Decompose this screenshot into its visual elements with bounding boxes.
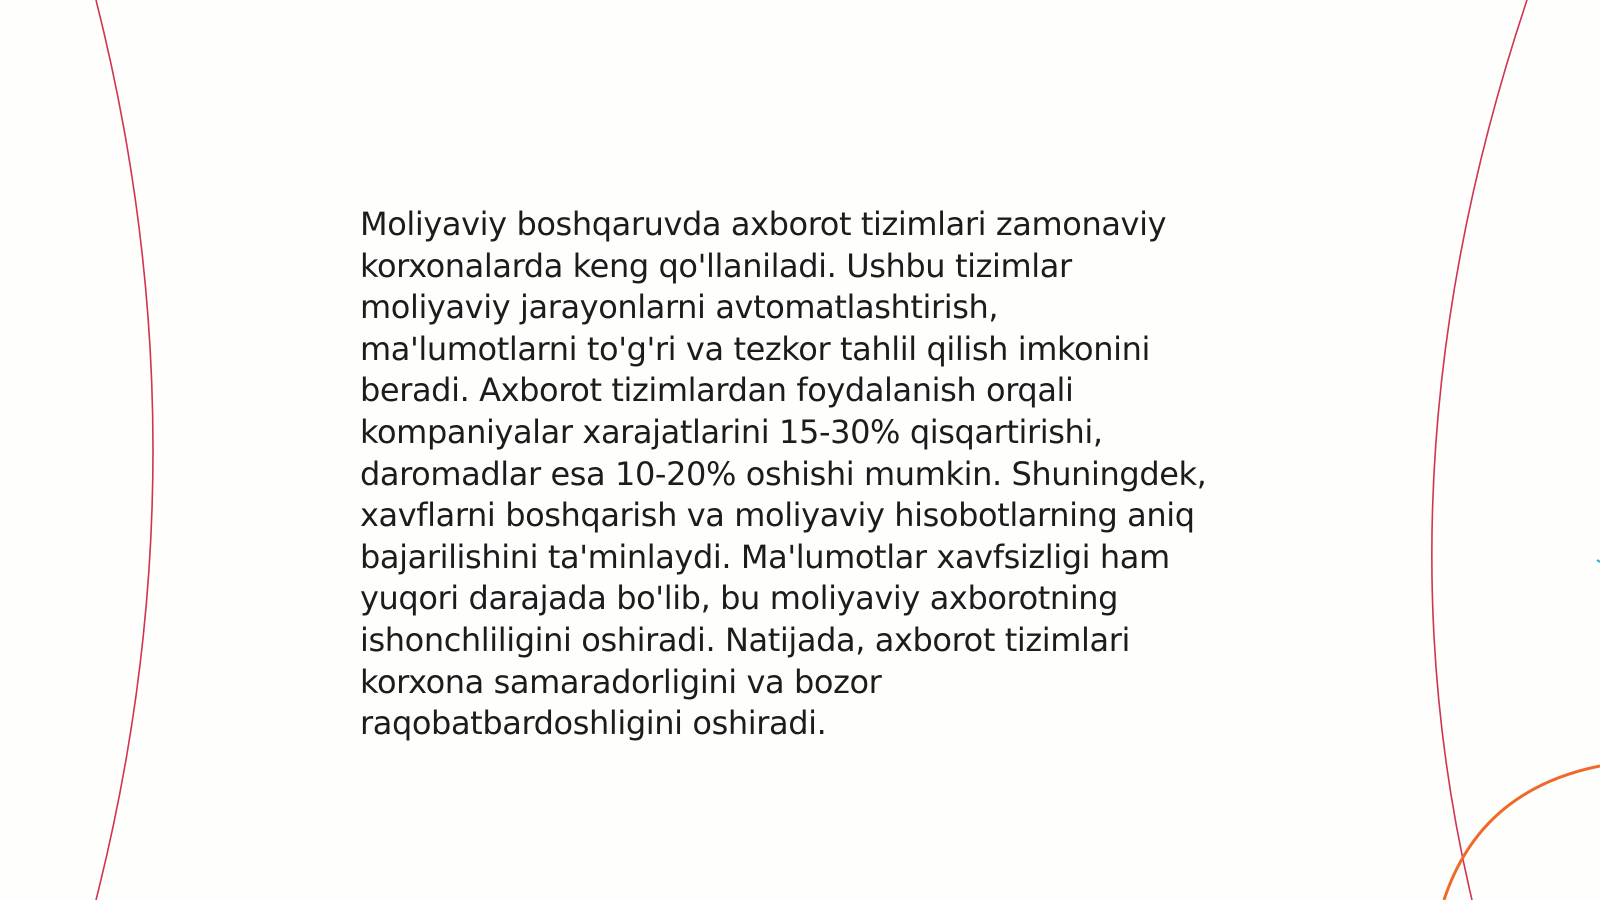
body-line: daromadlar esa 10-20% oshishi mumkin. Shuningdek,: [360, 454, 1207, 493]
body-line: korxonalarda keng qo'llaniladi. Ushbu tizimlar: [360, 246, 1072, 285]
left-curve-decoration: [96, 0, 153, 900]
body-paragraph: [360, 204, 1260, 745]
body-line: korxona samaradorligini va bozor: [360, 662, 882, 701]
body-line: yuqori darajada bo'lib, bu moliyaviy axborotning: [360, 579, 1119, 618]
body-line: ma'lumotlarni to'g'ri va tezkor tahlil qilish imkonini: [360, 329, 1150, 368]
body-line: beradi. Axborot tizimlardan foydalanish orqali: [360, 371, 1074, 410]
body-line: moliyaviy jarayonlarni avtomatlashtirish,: [360, 288, 999, 327]
body-line: raqobatbardoshligini oshiradi.: [360, 704, 827, 743]
body-line: ishonchliligini oshiradi. Natijada, axborot tizimlari: [360, 620, 1131, 659]
body-line: kompaniyalar xarajatlarini 15-30% qisqartirishi,: [360, 412, 1103, 451]
right-curve-decoration: [1432, 0, 1527, 900]
body-line: bajarilishini ta'minlaydi. Ma'lumotlar xavfsizligi ham: [360, 537, 1170, 576]
body-line: xavflarni boshqarish va moliyaviy hisobotlarning aniq: [360, 496, 1195, 535]
body-line: Moliyaviy boshqaruvda axborot tizimlari zamonaviy: [360, 205, 1167, 243]
